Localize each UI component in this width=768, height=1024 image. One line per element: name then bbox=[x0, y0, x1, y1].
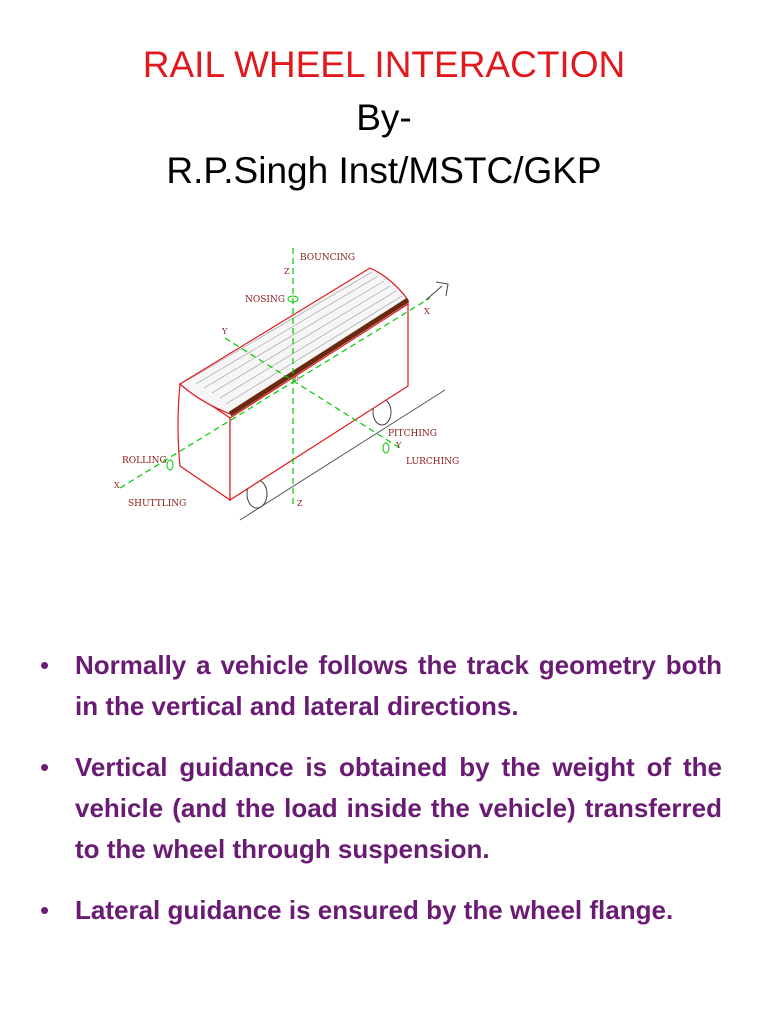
label-x-left: X bbox=[114, 481, 120, 490]
rolling-rotation-icon bbox=[167, 460, 173, 470]
bullet-item bbox=[40, 645, 722, 727]
vehicle-motion-diagram bbox=[100, 238, 480, 528]
label-lurching: LURCHING bbox=[406, 457, 460, 467]
label-y-right: Y bbox=[396, 441, 402, 450]
slide-title: RAIL WHEEL INTERACTION bbox=[142, 44, 626, 85]
label-shuttling: SHUTTLING bbox=[128, 499, 187, 509]
author-name: R.P.Singh Inst/MSTC/GKP bbox=[166, 150, 602, 191]
label-z-top: Z bbox=[284, 267, 290, 276]
label-y-left: Y bbox=[222, 327, 228, 336]
vehicle-diagram-svg bbox=[100, 238, 480, 528]
bullet-item bbox=[40, 890, 722, 931]
bullet-dot: • bbox=[40, 752, 50, 782]
bullet-dot: • bbox=[40, 650, 50, 680]
x-direction-arrow bbox=[426, 282, 448, 300]
bullet-text: Normally a vehicle follows the track geometry both in the vertical and lateral directions. bbox=[75, 650, 722, 721]
bullet-item bbox=[40, 747, 722, 870]
author-prefix: By- bbox=[356, 97, 412, 138]
label-bouncing: BOUNCING bbox=[300, 253, 356, 263]
label-origin: o bbox=[294, 374, 299, 383]
label-z-bottom: Z bbox=[297, 499, 303, 508]
label-pitching: PITCHING bbox=[388, 429, 437, 439]
bullet-text: Vertical guidance is obtained by the weight of the vehicle (and the load inside the vehicle) transferred to the wheel through suspension. bbox=[75, 752, 722, 864]
label-rolling: ROLLING bbox=[122, 456, 167, 466]
bullet-text: Lateral guidance is ensured by the wheel flange. bbox=[75, 895, 674, 925]
label-x-right: X bbox=[424, 307, 430, 316]
bullet-list bbox=[40, 645, 722, 951]
title-block bbox=[0, 38, 768, 197]
label-nosing: NOSING bbox=[245, 295, 286, 305]
bullet-dot: • bbox=[40, 895, 50, 925]
pitching-rotation-icon bbox=[383, 443, 389, 453]
